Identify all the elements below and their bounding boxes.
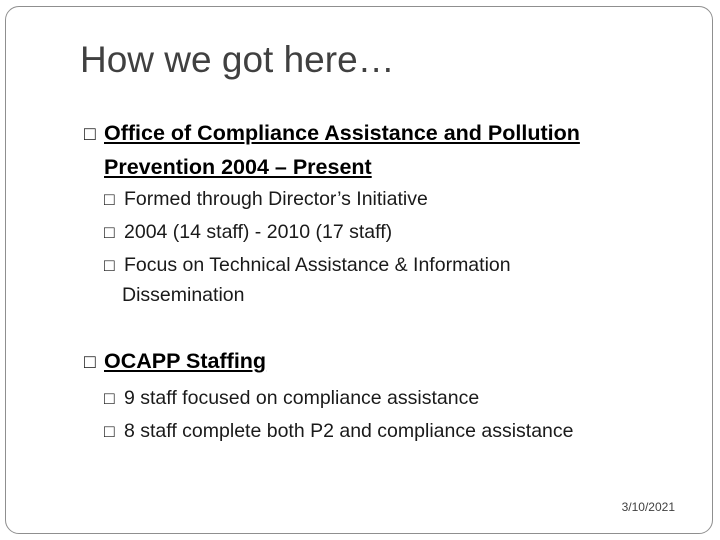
section-heading-text: OCAPP Staffing [104,349,267,373]
list-item [104,416,664,446]
bullet-icon: □ [84,123,96,145]
slide-date: 3/10/2021 [621,500,675,514]
list-item [104,383,664,413]
section-heading-line1: Office of Compliance Assistance and Pollution [104,121,580,145]
list-item-text: 9 staff focused on compliance assistance [124,387,480,409]
section-heading-ocapp [84,117,694,184]
list-item [104,217,664,247]
list-item-text: 8 staff complete both P2 and compliance assistance [124,420,574,442]
list-item-text: 2004 (14 staff) - 2010 (17 staff) [124,221,393,243]
list-item-continuation: Dissemination [122,284,245,306]
list-item-text: Focus on Technical Assistance & Information [124,254,511,276]
bullet-icon: □ [104,222,115,242]
section-heading-line2: Prevention 2004 – Present [104,155,372,179]
section-heading-staffing [84,345,694,379]
list-item-text: Formed through Director’s Initiative [124,188,428,210]
bullet-icon: □ [104,388,115,408]
list-item [104,250,664,310]
bullet-icon: □ [104,421,115,441]
bullet-icon: □ [104,189,115,209]
list-item [104,184,664,214]
bullet-icon: □ [104,255,115,275]
bullet-icon: □ [84,351,96,373]
slide-title: How we got here… [80,39,395,80]
